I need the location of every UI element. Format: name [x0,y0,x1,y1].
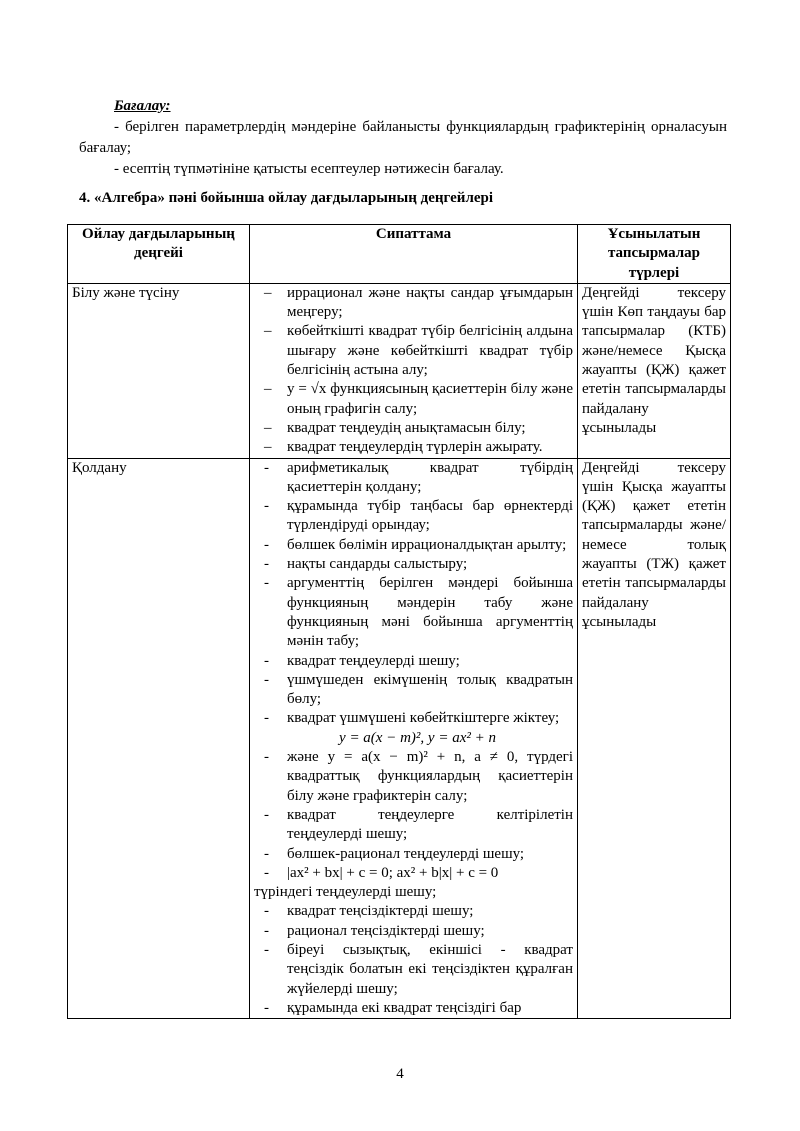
tasks-cell: Деңгейді тексеру үшін Көп таңдауы бар тапсырмалар (КТБ) және/немесе Қысқа жауапты (ҚЖ) қажет ететін тапсырмаларды пайдалану ұсынылады [578,283,731,458]
evaluation-block [79,96,727,180]
list-item: - үшмүшеден екімүшенің толық квадратын бөлу; [264,671,573,708]
list-item: - бөлшек бөлімін иррационалдықтан арылту; [264,536,567,553]
list-item: - арифметикалық квадрат түбірдің қасиеттерін қолдану; [264,459,573,495]
list-item: - бөлшек-рационал теңдеулерді шешу; [264,845,525,862]
list-item: – көбейткішті квадрат түбір белгісінің алдына шығару және көбейткішті квадрат түбір белгісінің астына алу; [264,323,573,379]
page-number: 4 [396,1066,404,1082]
description-cell [250,283,578,458]
level-cell: Білу және түсіну [68,283,250,458]
header-description: Сипаттама [250,225,578,284]
list-item: - нақты сандарды салыстыру; [264,556,468,573]
list-item: - құрамында екі квадрат теңсіздігі бар [264,999,522,1016]
table-row [68,458,731,1019]
table-header-row [68,225,731,284]
list-item: - квадрат теңдеулерге келтірілетін теңдеулерді шешу; [264,806,573,843]
header-tasks: Ұсынылатын тапсырмалар түрлері [578,225,731,284]
list-item: - рационал теңсіздіктерді шешу; [264,922,485,939]
list-item: - квадрат теңсіздіктерді шешу; [264,903,474,920]
thinking-levels-table [67,224,731,1019]
list-item: - |ax² + bx| + c = 0; ax² + b|x| + c = 0 [264,864,499,881]
tasks-cell: Деңгейді тексеру үшін Қысқа жауапты (ҚЖ) қажет ететін тапсырмаларды және/немесе толық жауапты (ТЖ) қажет ететін тапсырмаларды пайдалану ұсынылады [578,458,731,1019]
header-level: Ойлау дағдыларының деңгейі [68,225,250,284]
list-item: – y = √x функциясының қасиеттерін білу және оның графигін салу; [264,381,573,417]
table-row [68,283,731,458]
list-item: - және y = a(x − m)² + n, a ≠ 0, түрдегі квадраттық функциялардың қасиеттерін білу және графиктерін салу; [264,749,573,804]
evaluation-item: - есептің түпмәтініне қатысты есептеулер нәтижесін бағалау. [114,161,504,177]
formula-line: y = a(x − m)², y = ax² + n [339,729,496,746]
list-item: – квадрат теңдеудің анықтамасын білу; [264,419,526,436]
list-item: - біреуі сызықтық, екіншісі - квадрат теңсіздік болатын екі теңсіздіктен құралған жүйелерді шешу; [264,941,573,997]
evaluation-heading: Бағалау: [114,98,171,114]
list-item: - квадрат үшмүшені көбейткіштерге жіктеу; [264,710,560,727]
level-cell: Қолдану [68,458,250,1019]
list-item: - квадрат теңдеулерді шешу; [264,652,460,669]
continuation-line: түріндегі теңдеулерді шешу; [254,884,437,901]
list-item: – иррационал және нақты сандар ұғымдарын меңгеру; [264,284,573,321]
description-cell [250,458,578,1019]
list-item: - аргументтің берілген мәндері бойынша функцияның мәндерін табу және функцияның мәні бойынша аргументтің мәнін табу; [264,575,573,650]
evaluation-item: - берілген параметрлердің мәндеріне байланысты функциялардың графиктерінің орналасуын бағалау; [79,119,727,156]
list-item: - құрамында түбір таңбасы бар өрнектерді түрлендіруді орындау; [264,498,573,534]
section-title: 4. «Алгебра» пәні бойынша ойлау дағдыларының деңгейлері [79,190,494,206]
list-item: – квадрат теңдеулердің түрлерін ажырату. [264,439,543,456]
